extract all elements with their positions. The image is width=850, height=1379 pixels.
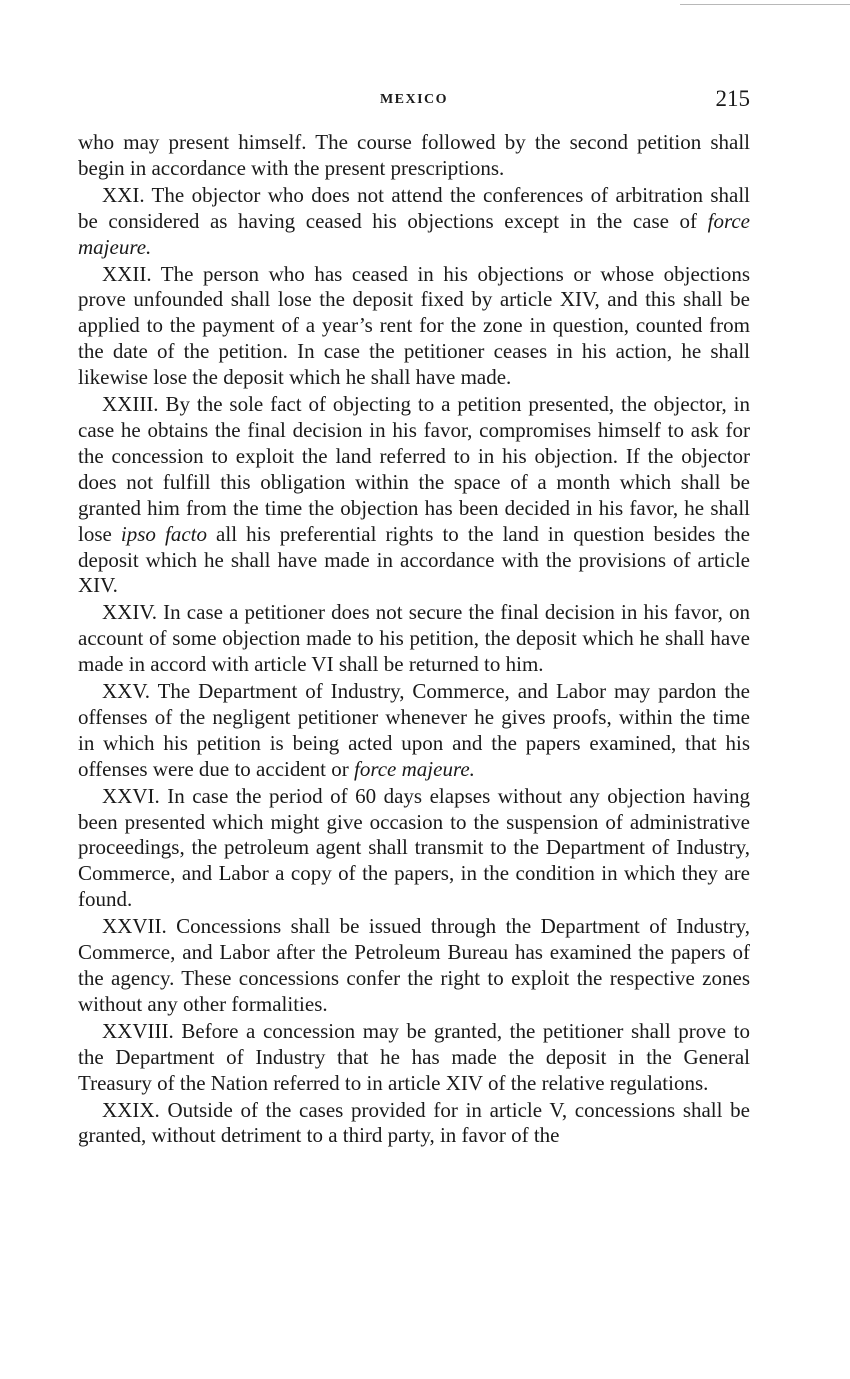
paragraph-continuation: who may present himself. The course followed by the second petition shall begin in accordance with the present prescriptions. — [78, 130, 750, 180]
paragraph-article-xxiv: XXIV. In case a petitioner does not secure the final decision in his favor, on account of some objection made to his petition, the deposit which he shall have made in accord with article VI shall be returned to him. — [78, 600, 750, 677]
page-number: 215 — [715, 86, 750, 111]
paragraph-article-xxix: XXIX. Outside of the cases provided for in article V, concessions shall be granted, without detriment to a third party, in favor of the — [78, 1097, 750, 1148]
paragraph-article-xxviii: XXVIII. Before a concession may be granted, the petitioner shall prove to the Department of Industry that he has made the deposit in the General Treasury of the Nation referred to in article XIV of the relative regulations. — [78, 1018, 750, 1095]
italic-phrase: ipso facto — [120, 521, 207, 546]
paragraph-article-xxiii: XXIII. By the sole fact of objecting to a petition presented, the objector, in case he obtains the final decision in his favor, compromises himself to ask for the concession to exploit the land referred to in his objection. If the objector does not fulfill this obligation within the space of a month which shall be granted him from the time the objection has been decided in his favor, he shall lose ipso facto all his preferential rights to the land in question besides the deposit which he shall have made in accordance with the provisions of article XIV. — [78, 392, 751, 598]
paragraph-article-xxi: XXI. The objector who does not attend the conferences of arbitration shall be considered as having ceased his objections except in the case of force majeure. — [78, 182, 750, 259]
scan-edge-rule — [680, 4, 850, 5]
italic-phrase: force majeure. — [354, 756, 475, 781]
running-head: MEXICO — [379, 92, 449, 107]
paragraph-article-xxv: XXV. The Department of Industry, Commerce, and Labor may pardon the offenses of the negligent petitioner whenever he gives proofs, within the time in which his petition is being acted upon and the papers examined, that his offenses were due to accident or force majeure. — [78, 679, 750, 781]
page-header — [78, 86, 750, 116]
body-text — [78, 130, 750, 1150]
paragraph-article-xxii: XXII. The person who has ceased in his objections or whose objections prove unfounded shall lose the deposit fixed by article XIV, and this shall be applied to the payment of a year’s rent for the zone in question, counted from the date of the petition. In case the petitioner ceases in his action, he shall likewise lose the deposit which he shall have made. — [78, 261, 750, 390]
italic-phrase: force majeure. — [78, 208, 750, 259]
paragraph-article-xxvii: XXVII. Concessions shall be issued through the Department of Industry, Commerce, and Labor after the Petroleum Bureau has examined the papers of the agency. These concessions confer the right to exploit the respective zones without any other formalities. — [78, 914, 750, 1016]
paragraph-article-xxvi: XXVI. In case the period of 60 days elapses without any objection having been presented which might give occasion to the suspension of administrative proceedings, the petroleum agent shall transmit to the Department of Industry, Commerce, and Labor a copy of the papers, in the condition in which they are found. — [78, 783, 750, 912]
